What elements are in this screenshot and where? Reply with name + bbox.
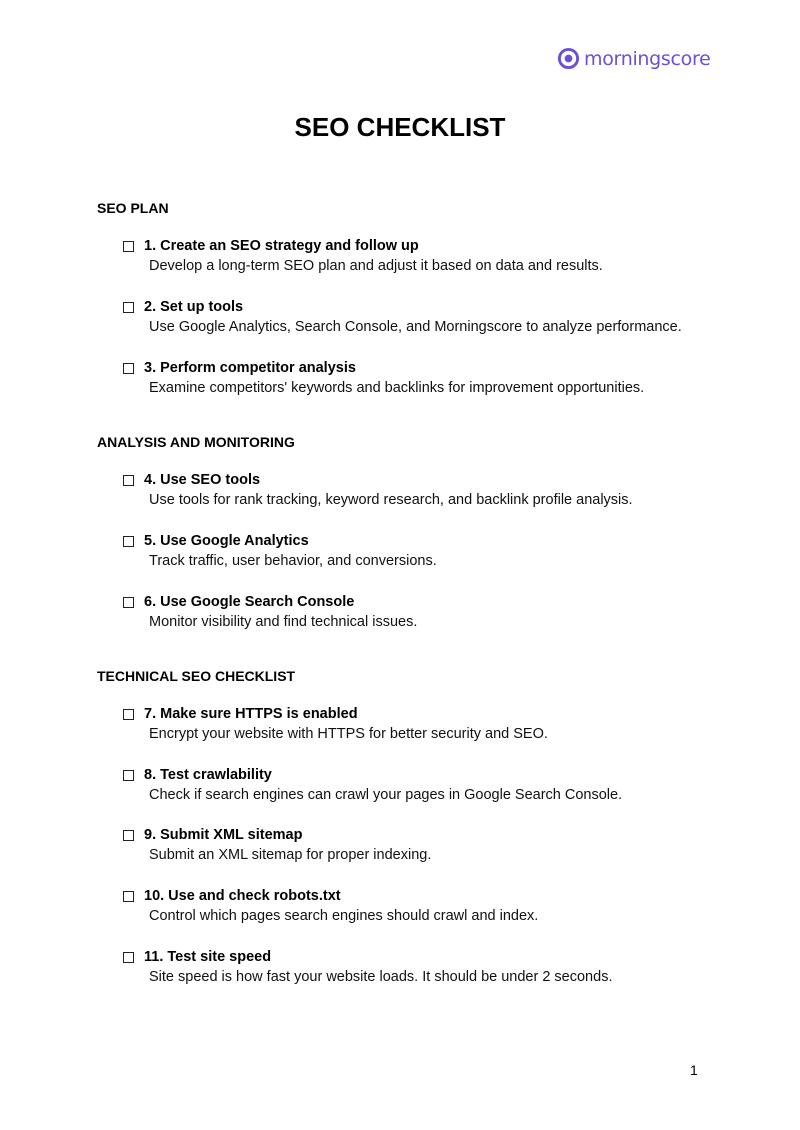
item-title: 10. Use and check robots.txt bbox=[144, 888, 341, 904]
item-title: 6. Use Google Search Console bbox=[144, 594, 355, 610]
item-description: Examine competitors' keywords and backlinks for improvement opportunities. bbox=[149, 380, 645, 396]
item-description: Use tools for rank tracking, keyword research, and backlink profile analysis. bbox=[149, 492, 633, 508]
checkbox[interactable] bbox=[123, 597, 134, 608]
checkbox[interactable] bbox=[123, 952, 134, 963]
item-description: Track traffic, user behavior, and conversions. bbox=[149, 553, 437, 569]
checkbox[interactable] bbox=[123, 536, 134, 547]
checkbox[interactable] bbox=[123, 709, 134, 720]
brand-name: morningscore bbox=[584, 47, 711, 70]
checklist-item bbox=[123, 236, 763, 276]
item-description: Control which pages search engines should crawl and index. bbox=[149, 908, 539, 924]
item-description: Check if search engines can crawl your pages in Google Search Console. bbox=[149, 787, 623, 803]
checklist-item bbox=[123, 886, 763, 926]
item-description: Develop a long-term SEO plan and adjust it based on data and results. bbox=[149, 258, 603, 274]
item-description: Use Google Analytics, Search Console, and Morningscore to analyze performance. bbox=[149, 319, 682, 335]
item-description: Monitor visibility and find technical issues. bbox=[149, 614, 418, 630]
item-description: Submit an XML sitemap for proper indexing. bbox=[149, 847, 432, 863]
checklist-item bbox=[123, 765, 763, 805]
checklist-item bbox=[123, 470, 763, 510]
checkbox[interactable] bbox=[123, 475, 134, 486]
item-title: 9. Submit XML sitemap bbox=[144, 827, 303, 843]
checkbox[interactable] bbox=[123, 770, 134, 781]
checklist-item bbox=[123, 592, 763, 632]
checklist-item bbox=[123, 297, 763, 337]
page-title: SEO CHECKLIST bbox=[294, 112, 506, 142]
item-description: Encrypt your website with HTTPS for better security and SEO. bbox=[149, 726, 548, 742]
checklist-item bbox=[123, 825, 763, 865]
item-title: 3. Perform competitor analysis bbox=[144, 360, 356, 376]
page-number: 1 bbox=[690, 1062, 698, 1078]
checkbox[interactable] bbox=[123, 830, 134, 841]
checklist-item bbox=[123, 704, 763, 744]
morningscore-logo-icon bbox=[557, 47, 580, 70]
checklist-item bbox=[123, 531, 763, 571]
item-title: 11. Test site speed bbox=[144, 949, 272, 965]
item-title: 8. Test crawlability bbox=[144, 767, 272, 783]
checkbox[interactable] bbox=[123, 363, 134, 374]
checkbox[interactable] bbox=[123, 891, 134, 902]
item-title: 7. Make sure HTTPS is enabled bbox=[144, 706, 358, 722]
checkbox[interactable] bbox=[123, 302, 134, 313]
checklist-item bbox=[123, 947, 763, 987]
checkbox[interactable] bbox=[123, 241, 134, 252]
item-title: 4. Use SEO tools bbox=[144, 472, 261, 488]
section-heading-technical-seo: TECHNICAL SEO CHECKLIST bbox=[97, 668, 296, 684]
section-heading-seo-plan: SEO PLAN bbox=[97, 200, 169, 216]
item-title: 5. Use Google Analytics bbox=[144, 533, 309, 549]
checklist-item bbox=[123, 358, 763, 398]
item-title: 2. Set up tools bbox=[144, 299, 244, 315]
item-description: Site speed is how fast your website loads. It should be under 2 seconds. bbox=[149, 969, 613, 985]
section-heading-analysis-monitoring: ANALYSIS AND MONITORING bbox=[97, 434, 295, 450]
item-title: 1. Create an SEO strategy and follow up bbox=[144, 238, 419, 254]
brand-logo bbox=[557, 47, 711, 70]
